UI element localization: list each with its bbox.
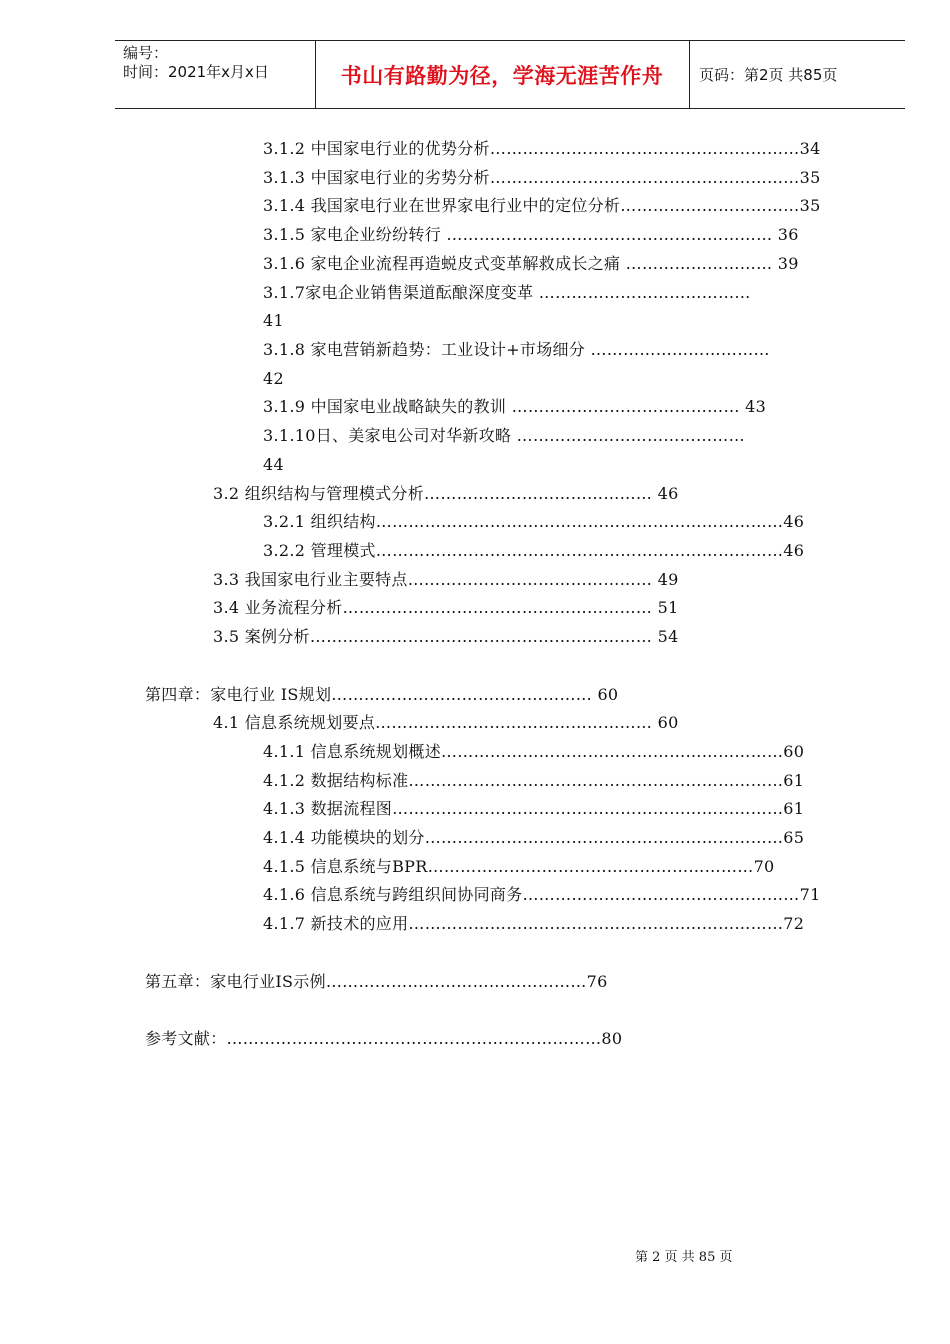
toc-entry-3-1-9[interactable]: 3.1.9 中国家电业战略缺失的教训 …………………………………… 43 [263, 397, 767, 416]
toc-entry-3-4[interactable]: 3.4 业务流程分析………………………………………………… 51 [213, 598, 679, 617]
toc-entry-4-1[interactable]: 4.1 信息系统规划要点…………………………………………… 60 [213, 713, 679, 732]
toc-entry-chapter-5[interactable]: 第五章：家电行业IS示例…………………………………………76 [145, 972, 608, 991]
toc-entry-3-1-8[interactable]: 3.1.8 家电营销新趋势：工业设计+市场细分 …………………………… [263, 340, 770, 359]
toc-entry-4-1-1[interactable]: 4.1.1 信息系统规划概述………………………………………………………60 [263, 742, 805, 761]
toc-entry-3-2-2[interactable]: 3.2.2 管理模式…………………………………………………………………46 [263, 541, 805, 560]
toc-entry-chapter-4[interactable]: 第四章：家电行业 IS规划………………………………………… 60 [145, 685, 619, 704]
toc-entry-3-1-3[interactable]: 3.1.3 中国家电行业的劣势分析…………………………………………………35 [263, 168, 821, 187]
toc-entry-references[interactable]: 参考文献：……………………………………………………………80 [145, 1029, 623, 1048]
toc-entry-4-1-2[interactable]: 4.1.2 数据结构标准……………………………………………………………61 [263, 771, 805, 790]
toc-entry-3-1-2[interactable]: 3.1.2 中国家电行业的优势分析…………………………………………………34 [263, 139, 821, 158]
toc-entry-3-1-10[interactable]: 3.1.10日、美家电公司对华新攻略 …………………………………… [263, 426, 745, 445]
toc-entry-3-1-7-page[interactable]: 41 [263, 311, 284, 330]
toc-entry-3-3[interactable]: 3.3 我国家电行业主要特点……………………………………… 49 [213, 570, 679, 589]
toc-entry-3-2[interactable]: 3.2 组织结构与管理模式分析…………………………………… 46 [213, 484, 679, 503]
toc-entry-3-1-6[interactable]: 3.1.6 家电企业流程再造蜕皮式变革解救成长之痛 ……………………… 39 [263, 254, 799, 273]
toc-entry-3-1-5[interactable]: 3.1.5 家电企业纷纷转行 …………………………………………………… 36 [263, 225, 799, 244]
toc-entry-4-1-3[interactable]: 4.1.3 数据流程图………………………………………………………………61 [263, 799, 805, 818]
page-footer: 第 2 页 共 85 页 [635, 1250, 733, 1265]
toc-entry-3-1-4[interactable]: 3.1.4 我国家电行业在世界家电行业中的定位分析……………………………35 [263, 196, 821, 215]
toc-entry-3-2-1[interactable]: 3.2.1 组织结构…………………………………………………………………46 [263, 512, 805, 531]
document-time-label: 时间：2021年x月x日 [123, 63, 269, 81]
toc-entry-3-1-10-page[interactable]: 44 [263, 455, 284, 474]
toc-entry-4-1-5[interactable]: 4.1.5 信息系统与BPR……………………………………………………70 [263, 857, 775, 876]
toc-entry-4-1-7[interactable]: 4.1.7 新技术的应用……………………………………………………………72 [263, 914, 805, 933]
toc-entry-3-1-7[interactable]: 3.1.7家电企业销售渠道酝酿深度变革 ………………………………… [263, 283, 751, 302]
toc-entry-3-5[interactable]: 3.5 案例分析……………………………………………………… 54 [213, 627, 679, 646]
toc-entry-3-1-8-page[interactable]: 42 [263, 369, 284, 388]
header-meta-cell [115, 41, 315, 108]
header-page-info: 页码：第2页 共85页 [699, 66, 838, 84]
document-number-label: 编号： [123, 44, 169, 62]
toc-entry-4-1-6[interactable]: 4.1.6 信息系统与跨组织间协同商务……………………………………………71 [263, 885, 821, 904]
toc-entry-4-1-4[interactable]: 4.1.4 功能模块的划分…………………………………………………………65 [263, 828, 805, 847]
header-motto: 书山有路勤为径，学海无涯苦作舟 [340, 63, 664, 88]
page-header [115, 40, 905, 109]
